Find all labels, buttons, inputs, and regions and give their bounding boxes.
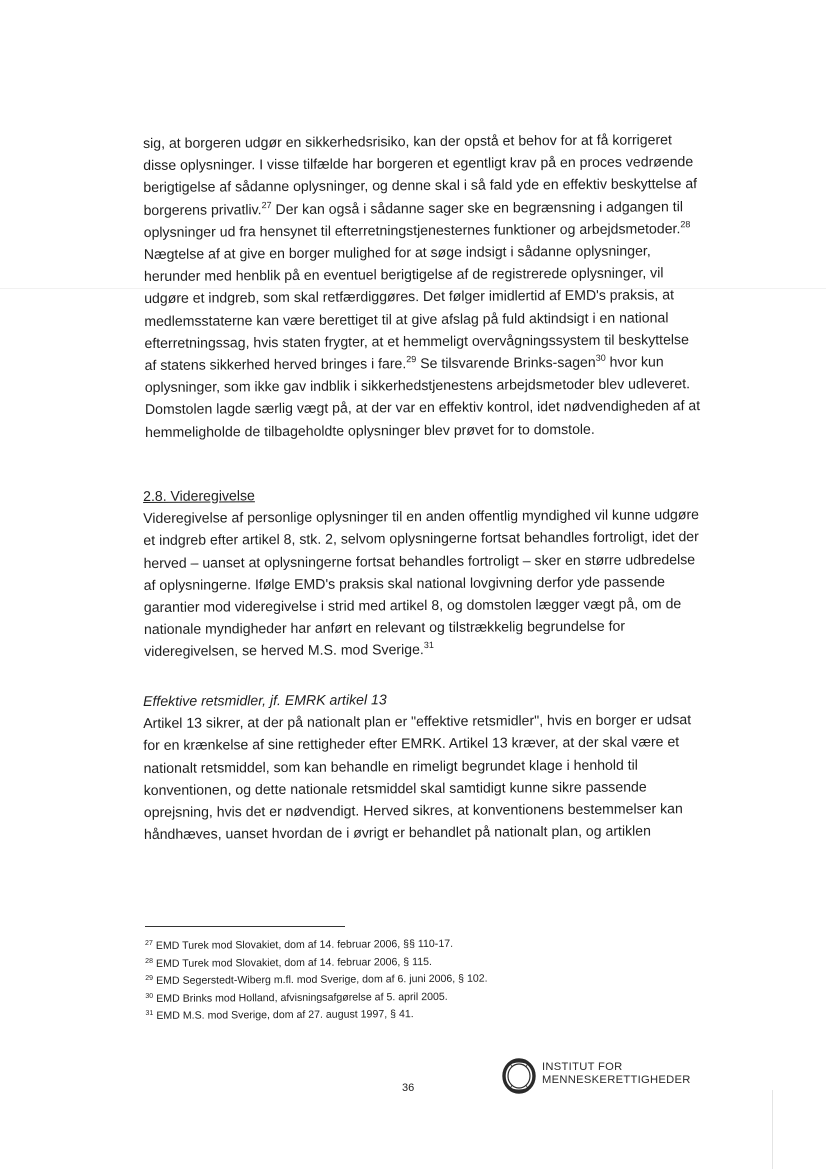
footnote-number: 29 — [145, 975, 154, 983]
footnote-text: EMD M.S. mod Sverige, dom af 27. august 1997, § 41. — [156, 1008, 414, 1023]
text-line: af oplysningerne. Ifølge EMD's praksis skal national lovgivning derfor yde passende — [143, 573, 666, 593]
footnote-text: EMD Segerstedt-Wiberg m.fl. mod Sverige, dom af 6. juni 2006, § 102. — [156, 972, 488, 988]
footnote-text: EMD Turek mod Slovakiet, dom af 14. februar 2006, §§ 110-17. — [155, 937, 454, 952]
section-heading: 2.8. Videregivelse — [143, 487, 255, 504]
footnote-text: EMD Brinks mod Holland, afvisningsafgørelse af 5. april 2005. — [156, 990, 448, 1005]
text-line: Domstolen lagde særlig vægt på, at der var en effektiv kontrol, idet nødvendigheden af at — [144, 397, 701, 418]
ring-logo-icon — [500, 1056, 538, 1096]
footnote-number: 31 — [145, 1010, 154, 1018]
text-line: Videregivelse af personlige oplysninger til en anden offentlig myndighed vil kunne udgøre — [143, 506, 700, 527]
text-segment: Der kan også i sådanne sager ske en begrænsning i adgangen til — [271, 197, 683, 217]
footnote-ref-29[interactable]: 29 — [406, 354, 417, 365]
text-line: konventionen, og dette nationale retsmiddel skal samtidigt kunne sikre passende — [143, 778, 647, 798]
text-segment: videregivelsen, se herved M.S. mod Sverige. — [144, 641, 424, 660]
text-line: efterretningssag, hvis staten frygter, at et hemmeligt overvågningssystem til beskyttelse — [144, 331, 689, 351]
text-line: disse oplysninger. I visse tilfælde har borgeren et egentligt krav på en proces vedrøende — [143, 153, 694, 174]
text-line — [144, 637, 689, 663]
text-line: et indgreb efter artikel 8, stk. 2, selvom oplysningerne fortsat behandles fortroligt, idet der — [143, 528, 699, 549]
section-videregivelse — [143, 481, 700, 662]
paragraph-intro — [143, 128, 701, 443]
text-line: hemmeligholde de tilbageholdte oplysninger blev prøvet for to domstole. — [145, 420, 595, 440]
footnote-ref-28[interactable]: 28 — [680, 218, 691, 230]
text-line: håndhæves, uanset hvordan de i øvrigt er behandlet på nationalt plan, og artiklen — [143, 822, 651, 843]
footnote-number: 30 — [145, 992, 154, 1000]
text-line: medlemsstaterne kan være berettiget til at give afslag på fuld aktindsigt i en national — [144, 308, 669, 329]
text-line: nationale myndigheder har anført en relevant og tilstrækkelig begrundelse for — [143, 617, 626, 638]
page-number: 36 — [402, 1082, 415, 1094]
text-line: oplysninger, som ikke gav indblik i sikkerhedstjenestens arbejdsmetoder blev udleveret. — [144, 375, 691, 396]
section-effektive-retsmidler — [143, 686, 692, 845]
scan-artifact-edge — [772, 1090, 773, 1169]
text-line: for en krænkelse af sine rettigheder efter EMRK. Artikel 13 kræver, at der skal være et — [143, 733, 680, 754]
footnote-number: 27 — [145, 939, 153, 947]
footnote-ref-30[interactable]: 30 — [595, 352, 606, 363]
text-line: herunder med henblik på en eventuel berigtigelse af de registrerede oplysninger, vil — [143, 264, 664, 285]
footnote-number: 28 — [145, 957, 153, 965]
footnote-ref-31[interactable]: 31 — [423, 640, 434, 651]
footnote-ref-27[interactable]: 27 — [261, 199, 272, 210]
logo-text — [542, 1061, 691, 1087]
text-segment: oplysninger ud fra hensynet til efterretningstjenesternes funktioner og arbejdsmetoder. — [143, 220, 681, 240]
text-line: herved – uanset at oplysningerne fortsat behandles fortroligt – sker en større udbredelse — [143, 550, 696, 571]
footnote-text: EMD Turek mod Slovakiet, dom af 14. februar 2006, § 115. — [155, 955, 432, 970]
logo-line-2: MENNESKERETTIGHEDER — [542, 1074, 691, 1086]
institute-logo — [500, 1056, 690, 1096]
text-line: berigtigelse af sådanne oplysninger, og denne skal i så fald yde en effektiv beskyttelse af — [143, 175, 698, 196]
text-line: Nægtelse af at give en borger mulighed for at søge indsigt i sådanne oplysninger, — [143, 242, 651, 263]
text-line: garantier mod videregivelse i strid med artikel 8, og domstolen lægger vægt på, om de — [143, 595, 682, 616]
footnotes — [145, 935, 566, 1026]
section-heading: Effektive retsmidler, jf. EMRK artikel 13 — [143, 691, 387, 709]
text-line: oprejsning, hvis det er nødvendigt. Herved sikres, at konventionens bestemmelser kan — [143, 800, 683, 821]
text-segment: hvor kun — [605, 353, 664, 370]
text-segment: af statens sikkerhed herved bringes i fare. — [144, 355, 407, 374]
text-line: sig, at borgeren udgør en sikkerhedsrisiko, kan der opstå et behov for at få korrigeret — [143, 131, 672, 151]
text-segment: borgerens privatliv. — [143, 200, 262, 218]
footnote-31 — [145, 1005, 565, 1026]
text-line: Artikel 13 sikrer, at der på nationalt plan er "effektive retsmidler", hvis en borger er udsat — [143, 711, 692, 732]
text-line: udgøre et indgreb, som skal retfærdiggøres. Det følger imidlertid af EMD's praksis, at — [144, 286, 675, 307]
footnote-divider — [145, 926, 345, 927]
logo-line-1: INSTITUT FOR — [542, 1061, 623, 1073]
text-segment: Se tilsvarende Brinks-sagen — [416, 353, 596, 372]
text-line: nationalt retsmiddel, som kan behandle en rimeligt begrundet klage i henhold til — [143, 756, 638, 776]
